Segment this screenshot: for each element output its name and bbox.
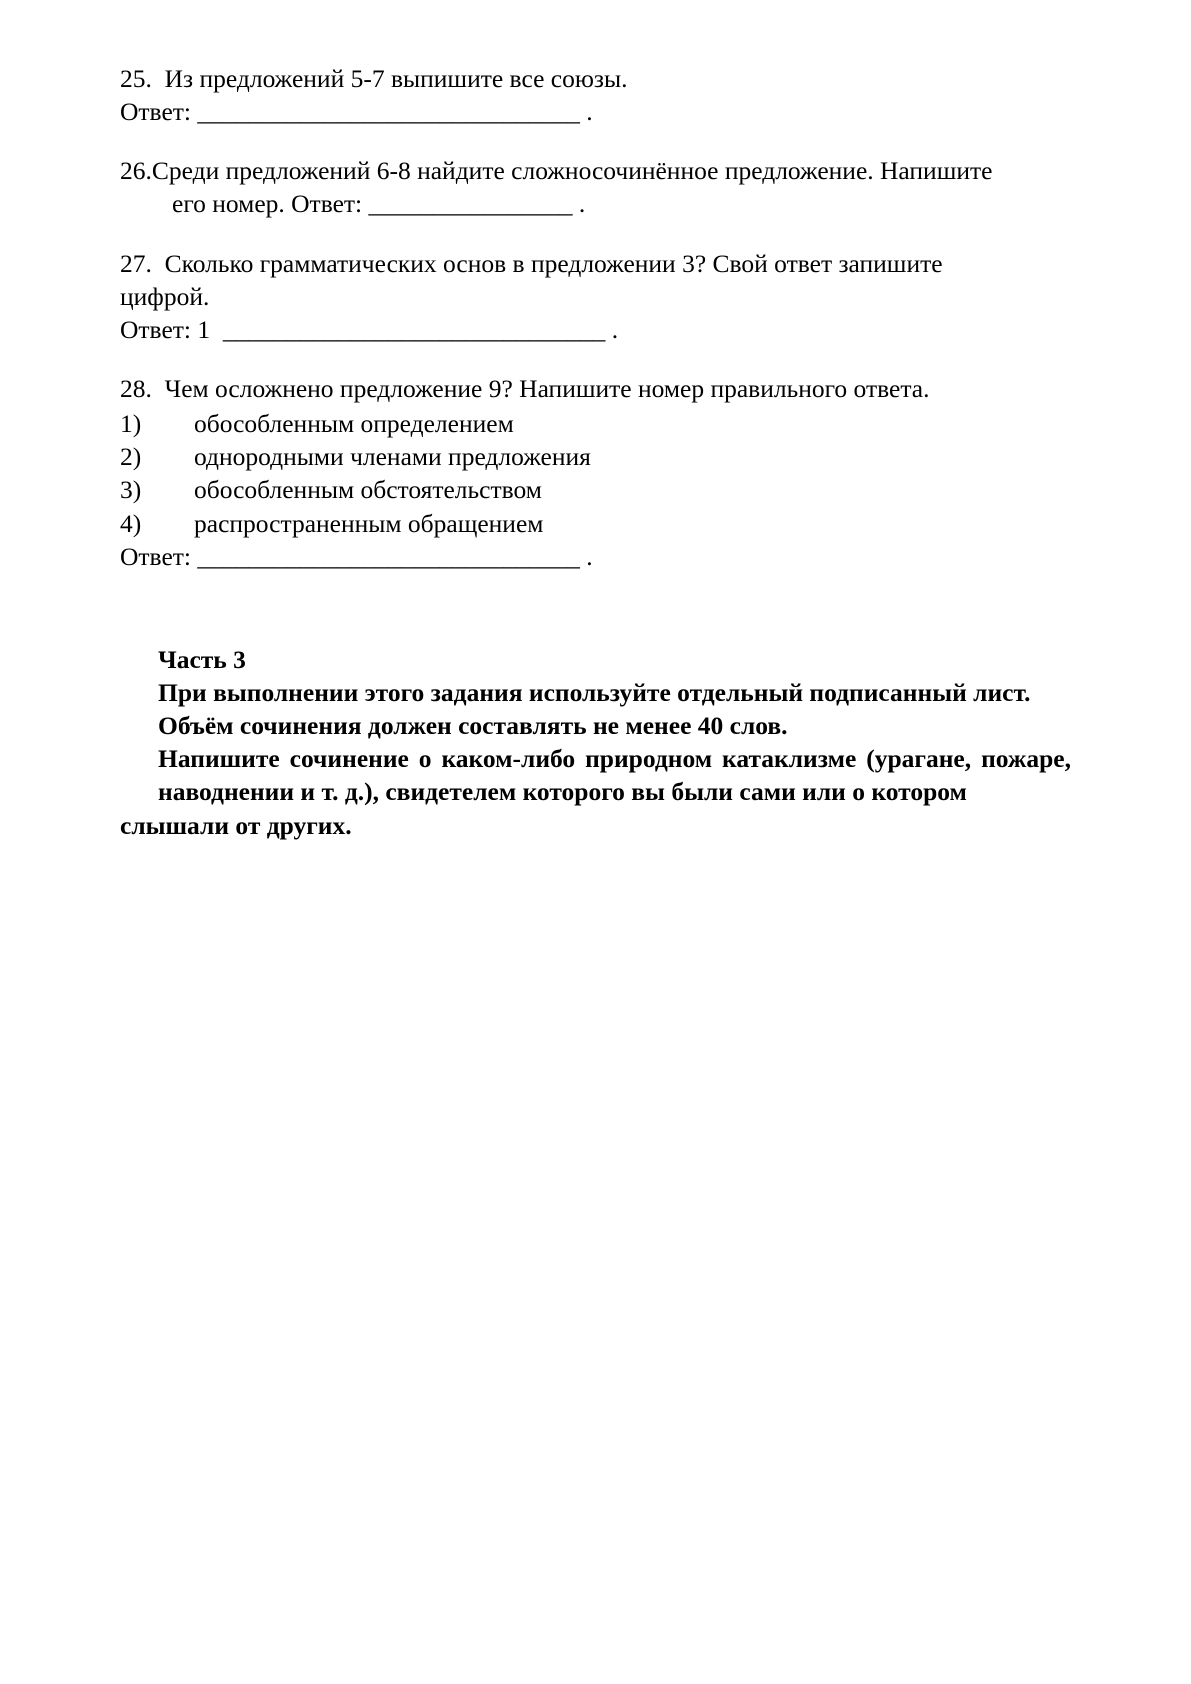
part-3-heading: Часть 3	[158, 644, 246, 674]
question-25-answer-line	[120, 95, 1071, 128]
option-2[interactable]	[120, 440, 1071, 473]
option-2-number: 2)	[120, 442, 142, 472]
part-3-task-tail: слышали от других.	[120, 810, 352, 840]
question-27-body: Сколько грамматических основ в предложении 3? Свой ответ запишите	[164, 248, 943, 278]
question-27-answer-line	[120, 313, 1071, 346]
question-26-number: 26.	[120, 156, 152, 186]
option-4-number: 4)	[120, 508, 142, 538]
answer-blank[interactable]: ______________________________	[222, 314, 606, 344]
part-3-task-text: Напишите сочинение о каком-либо природном катаклизме (урагане, пожаре, наводнении и т. д.), свидетелем которого вы были сами или о котором	[158, 744, 1071, 807]
part-3-instruction-line-1: При выполнении этого задания используйте отдельный подписанный лист.	[158, 677, 1031, 707]
question-28-answer-line	[120, 540, 1071, 573]
question-25	[120, 62, 1071, 128]
question-26-text	[120, 154, 1071, 187]
question-27-number: 27.	[120, 248, 152, 278]
question-25-body: Из предложений 5-7 выпишите все союзы.	[164, 64, 628, 93]
answer-suffix: .	[586, 541, 593, 571]
answer-label: Ответ:	[120, 541, 191, 571]
answer-suffix: .	[611, 314, 619, 344]
part-3-section	[120, 643, 1071, 842]
option-1[interactable]	[120, 407, 1071, 440]
answer-blank[interactable]: ______________________________	[197, 97, 580, 127]
question-28	[120, 372, 1071, 573]
question-27-text	[120, 247, 1071, 280]
question-26	[120, 154, 1071, 220]
question-28-body: Чем осложнено предложение 9? Напишите номер правильного ответа.	[164, 373, 930, 403]
question-27-text-cont: цифрой.	[120, 281, 210, 311]
option-2-label: однородными членами предложения	[194, 442, 591, 472]
option-1-number: 1)	[120, 409, 142, 439]
question-26-body: Среди предложений 6-8 найдите сложносочинённое предложение. Напишите	[151, 156, 993, 186]
option-4-label: распространенным обращением	[194, 508, 544, 538]
question-28-text	[120, 372, 1071, 405]
option-3-number: 3)	[120, 475, 142, 505]
part-3-task	[120, 742, 1071, 841]
answer-blank[interactable]: ______________________________	[197, 541, 580, 571]
question-28-options	[120, 407, 1071, 540]
question-28-number: 28.	[120, 373, 152, 403]
answer-suffix: .	[586, 97, 593, 127]
option-3-label: обособленным обстоятельством	[194, 475, 542, 505]
question-25-number: 25.	[120, 64, 152, 93]
option-4[interactable]	[120, 507, 1071, 540]
question-26-text-cont[interactable]: его номер. Ответ: ________________ .	[172, 189, 586, 219]
answer-label: Ответ: 1	[120, 314, 211, 344]
answer-label: Ответ:	[120, 97, 191, 127]
part-3-instruction-line-2: Объём сочинения должен составлять не менее 40 слов.	[158, 711, 788, 741]
option-3[interactable]	[120, 473, 1071, 506]
option-1-label: обособленным определением	[194, 409, 514, 439]
question-27	[120, 247, 1071, 346]
question-25-text	[120, 62, 1071, 95]
